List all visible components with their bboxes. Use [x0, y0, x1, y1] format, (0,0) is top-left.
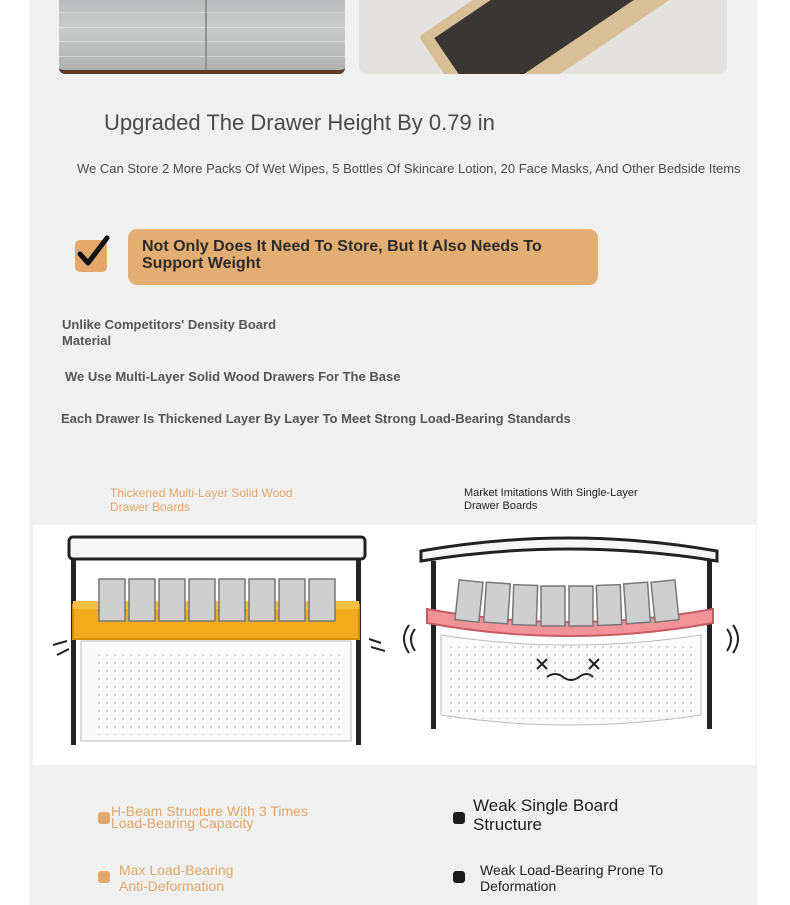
feature-bullet-icon [98, 871, 110, 883]
feature-weak-structure: Weak Single Board Structure [473, 796, 619, 834]
page-title: Upgraded The Drawer Height By 0.79 in [104, 110, 495, 135]
solid-wood-caption: Thickened Multi-Layer Solid Wood Drawer Boards [110, 486, 293, 514]
feature-bullet-icon [453, 812, 465, 824]
support-weight-banner: Not Only Does It Need To Store, But It Also Needs To Support Weight [128, 229, 598, 285]
feature-bullet-icon [453, 871, 465, 883]
solid-wood-note: We Use Multi-Layer Solid Wood Drawers For The Base [65, 369, 401, 384]
wood-grain-photo [59, 0, 345, 74]
page-subtitle: We Can Store 2 More Packs Of Wet Wipes, 5 Bottles Of Skincare Lotion, 20 Face Masks, And Other Bedside Items [77, 161, 741, 176]
comparison-illustration [33, 525, 756, 765]
strong-drawer-illustration [53, 537, 385, 745]
feature-prone-deformation: Weak Load-Bearing Prone To Deformation [480, 862, 664, 894]
competitor-note: Unlike Competitors' Density Board Material [62, 317, 277, 348]
drawer-organizer-photo [359, 0, 727, 74]
feature-bullet-icon [98, 812, 110, 824]
feature-h-beam: H-Beam Structure With 3 Times Load-Bearing Capacity [111, 803, 308, 831]
thickened-note: Each Drawer Is Thickened Layer By Layer To Meet Strong Load-Bearing Standards [61, 411, 571, 426]
feature-anti-deformation: Max Load-Bearing Anti-Deformation [119, 862, 234, 894]
checkmark-icon [74, 232, 114, 272]
weak-drawer-illustration [404, 538, 738, 729]
imitation-caption: Market Imitations With Single-Layer Drawer Boards [464, 487, 638, 512]
